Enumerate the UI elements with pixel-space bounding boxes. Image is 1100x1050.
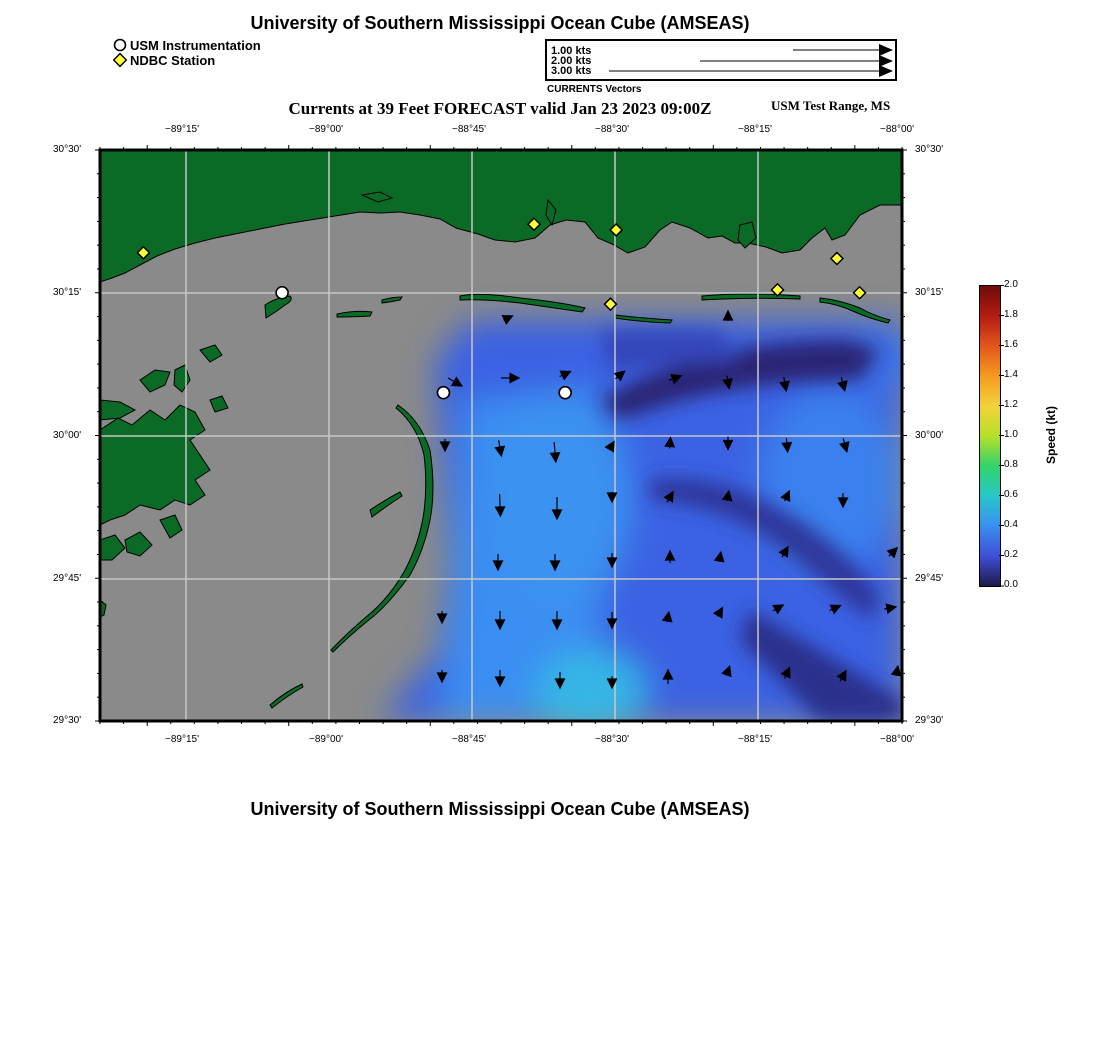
colorbar-tick: 1.4	[1004, 369, 1018, 380]
colorbar-tick: 1.8	[1004, 309, 1018, 320]
colorbar-gradient	[979, 285, 1001, 587]
colorbar-tick: 0.4	[1004, 519, 1018, 530]
scale-arrow-2	[879, 55, 893, 67]
page-title: University of Southern Mississippi Ocean Cube (AMSEAS)	[250, 13, 750, 33]
lat-tick-left: 29°30'	[53, 715, 82, 726]
colorbar-tick: 1.0	[1004, 429, 1018, 440]
lat-tick-left: 30°30'	[53, 144, 82, 155]
map-subtitle: Currents at 39 Feet FORECAST valid Jan 23 2023 09:00Z	[288, 99, 712, 118]
scale-label-3: 3.00 kts	[551, 65, 592, 77]
scale-arrow-1	[879, 44, 893, 56]
lat-tick-right: 30°00'	[915, 430, 944, 441]
legend-ndbc-label: NDBC Station	[130, 53, 216, 68]
lon-tick-top: −89°00'	[309, 124, 343, 135]
scale-label-1: 1.00 kts	[551, 45, 592, 57]
usm-instrument-marker	[559, 387, 571, 399]
lon-tick-top: −88°45'	[452, 124, 486, 135]
colorbar-tick: 0.2	[1004, 549, 1018, 560]
lon-tick-bottom: −89°00'	[309, 734, 343, 745]
legend-usm-label: USM Instrumentation	[130, 38, 261, 53]
colorbar-tick: 0.0	[1004, 579, 1018, 590]
lon-tick-bottom: −89°15'	[165, 734, 199, 745]
lon-tick-top: −89°15'	[165, 124, 199, 135]
colorbar-tick: 1.2	[1004, 399, 1018, 410]
usm-instrument-marker	[437, 387, 449, 399]
lat-tick-right: 30°30'	[915, 144, 944, 155]
vector-scale-caption: CURRENTS Vectors	[547, 84, 642, 95]
lon-tick-bottom: −88°00'	[880, 734, 914, 745]
region-label: USM Test Range, MS	[771, 98, 891, 113]
colorbar-label: Speed (kt)	[1044, 406, 1058, 465]
colorbar-tick: 0.8	[1004, 459, 1018, 470]
lat-tick-left: 30°00'	[53, 430, 82, 441]
lat-tick-right: 29°30'	[915, 715, 944, 726]
lat-tick-left: 29°45'	[53, 573, 82, 584]
colorbar-tick: 2.0	[1004, 279, 1018, 290]
lon-tick-top: −88°30'	[595, 124, 629, 135]
legend-symbols	[113, 38, 129, 70]
usm-legend-icon	[115, 40, 126, 51]
lon-tick-top: −88°15'	[738, 124, 772, 135]
footer-title: University of Southern Mississippi Ocean Cube (AMSEAS)	[250, 799, 750, 819]
scale-arrow-3	[879, 65, 893, 77]
lat-tick-left: 30°15'	[53, 287, 82, 298]
lon-tick-bottom: −88°15'	[738, 734, 772, 745]
scale-arrows	[547, 41, 895, 79]
vector-scale-box	[545, 39, 897, 81]
usm-instrument-marker	[276, 287, 288, 299]
colorbar-tick: 0.6	[1004, 489, 1018, 500]
colorbar-tick: 1.6	[1004, 339, 1018, 350]
scale-label-2: 2.00 kts	[551, 55, 592, 67]
lat-tick-right: 30°15'	[915, 287, 944, 298]
lon-tick-bottom: −88°30'	[595, 734, 629, 745]
lat-tick-right: 29°45'	[915, 573, 944, 584]
speed-colorbar	[975, 279, 1045, 593]
lon-tick-bottom: −88°45'	[452, 734, 486, 745]
colorbar-tick-marks	[999, 285, 1005, 587]
ndbc-legend-icon	[114, 54, 127, 67]
lon-tick-top: −88°00'	[880, 124, 914, 135]
map-canvas	[95, 145, 907, 727]
